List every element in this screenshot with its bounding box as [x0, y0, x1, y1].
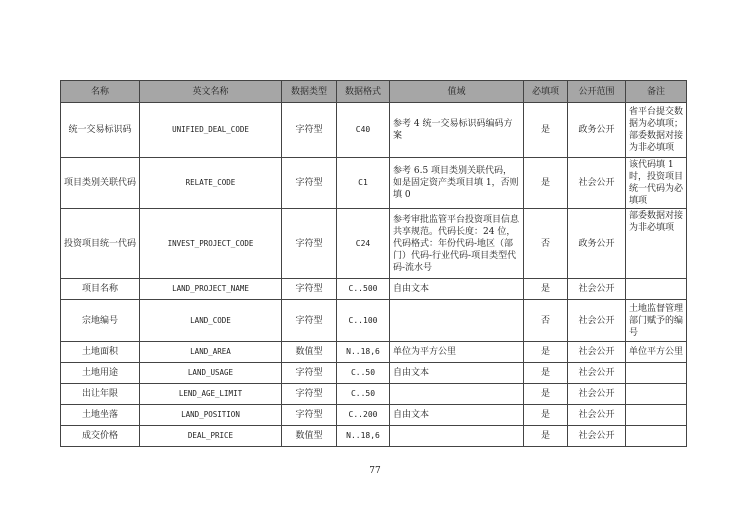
cell-disclosure-scope: 社会公开 [568, 384, 626, 405]
cell-disclosure-scope: 社会公开 [568, 426, 626, 447]
column-header-data-type: 数据类型 [282, 81, 337, 103]
cell-disclosure-scope: 社会公开 [568, 342, 626, 363]
cell-data-format: C..50 [337, 384, 390, 405]
cell-data-format: C..100 [337, 300, 390, 342]
table-row [61, 158, 687, 209]
cell-name: 投资项目统一代码 [61, 209, 140, 279]
cell-data-type: 字符型 [282, 103, 337, 158]
cell-required: 否 [524, 209, 568, 279]
cell-name: 土地坐落 [61, 405, 140, 426]
cell-name: 土地面积 [61, 342, 140, 363]
cell-value-domain [390, 300, 524, 342]
cell-english-name: LAND_AREA [140, 342, 282, 363]
cell-data-type: 字符型 [282, 209, 337, 279]
cell-disclosure-scope: 社会公开 [568, 300, 626, 342]
column-header-name: 名称 [61, 81, 140, 103]
cell-remarks [626, 405, 687, 426]
cell-english-name: LAND_CODE [140, 300, 282, 342]
cell-data-type: 字符型 [282, 158, 337, 209]
table-row [61, 300, 687, 342]
cell-name: 出让年限 [61, 384, 140, 405]
table-row [61, 384, 687, 405]
cell-data-format: C..200 [337, 405, 390, 426]
cell-data-format: C..50 [337, 363, 390, 384]
cell-data-format: N..18,6 [337, 342, 390, 363]
cell-required: 否 [524, 300, 568, 342]
cell-disclosure-scope: 社会公开 [568, 405, 626, 426]
cell-value-domain: 自由文本 [390, 405, 524, 426]
cell-data-type: 字符型 [282, 384, 337, 405]
cell-disclosure-scope: 社会公开 [568, 363, 626, 384]
cell-disclosure-scope: 政务公开 [568, 209, 626, 279]
table-row [61, 279, 687, 300]
table-row [61, 363, 687, 384]
cell-required: 是 [524, 426, 568, 447]
data-spec-table [60, 80, 687, 447]
cell-required: 是 [524, 279, 568, 300]
column-header-remarks: 备注 [626, 81, 687, 103]
cell-name: 土地用途 [61, 363, 140, 384]
cell-remarks [626, 426, 687, 447]
cell-name: 统一交易标识码 [61, 103, 140, 158]
column-header-disclosure-scope: 公开范围 [568, 81, 626, 103]
cell-value-domain: 参考审批监管平台投资项目信息共享规范。代码长度：24 位，代码格式：年份代码-地区（部门）代码-行业代码-项目类型代码-流水号 [390, 209, 524, 279]
cell-value-domain: 自由文本 [390, 279, 524, 300]
cell-data-type: 字符型 [282, 405, 337, 426]
cell-remarks: 土地监督管理部门赋予的编号 [626, 300, 687, 342]
column-header-english-name: 英文名称 [140, 81, 282, 103]
table-row [61, 405, 687, 426]
cell-value-domain: 自由文本 [390, 363, 524, 384]
cell-name: 成交价格 [61, 426, 140, 447]
cell-value-domain: 参考 6.5 项目类别关联代码，如是固定资产类项目填 1，否则填 0 [390, 158, 524, 209]
column-header-data-format: 数据格式 [337, 81, 390, 103]
cell-required: 是 [524, 158, 568, 209]
cell-english-name: RELATE_CODE [140, 158, 282, 209]
cell-remarks [626, 279, 687, 300]
cell-required: 是 [524, 405, 568, 426]
cell-required: 是 [524, 363, 568, 384]
column-header-required: 必填项 [524, 81, 568, 103]
cell-value-domain: 参考 4 统一交易标识码编码方案 [390, 103, 524, 158]
cell-english-name: DEAL_PRICE [140, 426, 282, 447]
table-row [61, 342, 687, 363]
column-header-value-domain: 值域 [390, 81, 524, 103]
cell-remarks: 省平台提交数据为必填项；部委数据对接为非必填项 [626, 103, 687, 158]
cell-required: 是 [524, 384, 568, 405]
cell-name: 宗地编号 [61, 300, 140, 342]
cell-english-name: INVEST_PROJECT_CODE [140, 209, 282, 279]
cell-data-type: 数值型 [282, 426, 337, 447]
cell-data-format: C1 [337, 158, 390, 209]
table-header-row [61, 81, 687, 103]
cell-english-name: LAND_USAGE [140, 363, 282, 384]
cell-remarks [626, 363, 687, 384]
table-row [61, 209, 687, 279]
cell-data-format: C40 [337, 103, 390, 158]
cell-data-type: 字符型 [282, 363, 337, 384]
cell-data-format: C..500 [337, 279, 390, 300]
cell-data-format: N..18,6 [337, 426, 390, 447]
cell-value-domain: 单位为平方公里 [390, 342, 524, 363]
cell-remarks: 该代码填 1 时，投资项目统一代码为必填项 [626, 158, 687, 209]
cell-data-type: 字符型 [282, 279, 337, 300]
cell-english-name: LAND_POSITION [140, 405, 282, 426]
table-row [61, 426, 687, 447]
table-row [61, 103, 687, 158]
cell-remarks [626, 384, 687, 405]
cell-value-domain [390, 384, 524, 405]
cell-value-domain [390, 426, 524, 447]
page-number: 77 [369, 466, 381, 476]
cell-disclosure-scope: 社会公开 [568, 279, 626, 300]
cell-required: 是 [524, 103, 568, 158]
cell-remarks: 单位平方公里 [626, 342, 687, 363]
cell-english-name: LAND_PROJECT_NAME [140, 279, 282, 300]
cell-english-name: LEND_AGE_LIMIT [140, 384, 282, 405]
cell-name: 项目名称 [61, 279, 140, 300]
cell-disclosure-scope: 社会公开 [568, 158, 626, 209]
cell-english-name: UNIFIED_DEAL_CODE [140, 103, 282, 158]
cell-disclosure-scope: 政务公开 [568, 103, 626, 158]
cell-data-type: 字符型 [282, 300, 337, 342]
cell-required: 是 [524, 342, 568, 363]
cell-data-type: 数值型 [282, 342, 337, 363]
cell-name: 项目类别关联代码 [61, 158, 140, 209]
cell-data-format: C24 [337, 209, 390, 279]
cell-remarks: 部委数据对接为非必填项 [626, 209, 687, 279]
